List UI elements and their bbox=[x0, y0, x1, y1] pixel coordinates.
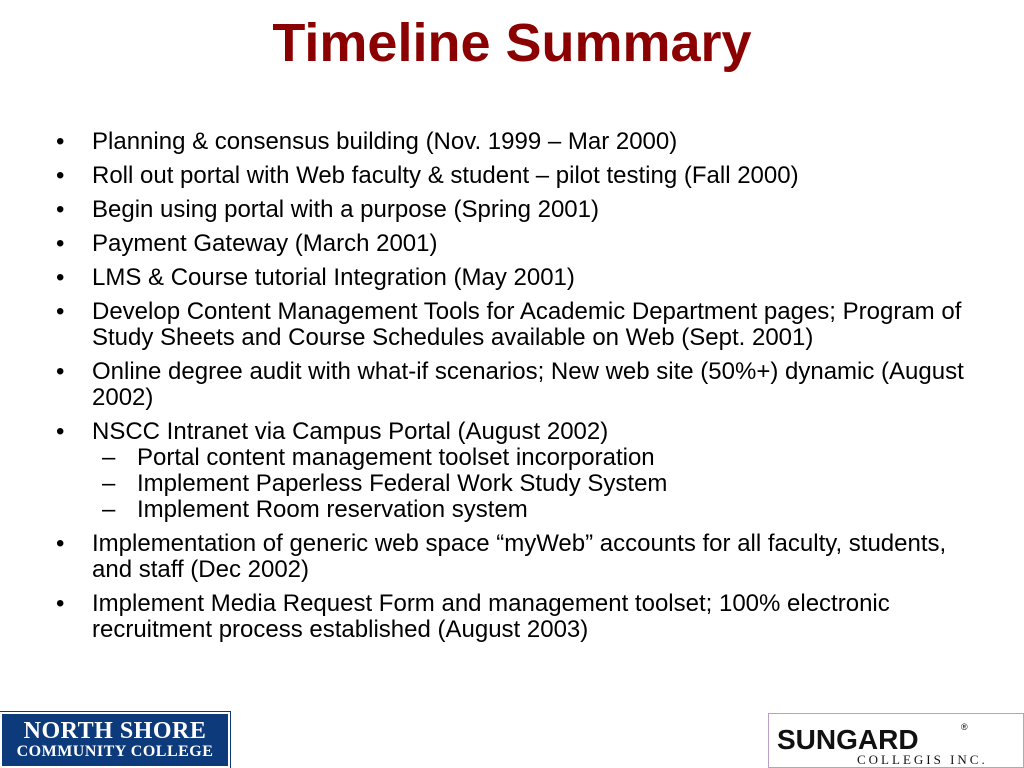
bullet-item bbox=[54, 129, 984, 155]
sungard-logo-sub: COLLEGIS INC. bbox=[857, 752, 988, 767]
bullet-item bbox=[54, 163, 984, 189]
slide-title: Timeline Summary bbox=[272, 13, 752, 73]
bullet-text: Develop Content Management Tools for Academic Department pages; Program of Study Sheets and Course Schedules available on Web (Sept. 2001) bbox=[92, 298, 962, 351]
sub-bullet-item: – Implement Paperless Federal Work Study System bbox=[102, 471, 984, 497]
north-shore-logo bbox=[0, 712, 230, 768]
bullet-item bbox=[54, 359, 984, 411]
sungard-logo bbox=[768, 713, 1024, 768]
bullet-text: NSCC Intranet via Campus Portal (August 2002) bbox=[92, 418, 609, 445]
bullet-item bbox=[54, 299, 984, 351]
bullet-list bbox=[54, 129, 984, 651]
nscc-logo-line2: COMMUNITY COLLEGE bbox=[16, 743, 214, 760]
bullet-item bbox=[54, 197, 984, 223]
sub-bullet-list bbox=[92, 445, 984, 523]
sungard-logo-name: SUNGARD bbox=[777, 724, 919, 755]
sub-bullet-item: – Portal content management toolset incorporation bbox=[102, 445, 984, 471]
bullet-text: Payment Gateway (March 2001) bbox=[92, 230, 438, 257]
bullet-item bbox=[54, 591, 984, 643]
bullet-text: LMS & Course tutorial Integration (May 2001) bbox=[92, 264, 575, 291]
registered-mark: ® bbox=[961, 722, 968, 732]
bullet-text: Planning & consensus building (Nov. 1999 – Mar 2000) bbox=[92, 128, 678, 155]
sub-bullet-item: – Implement Room reservation system bbox=[102, 497, 984, 523]
bullet-text: Implementation of generic web space “myWeb” accounts for all faculty, students, and staff (Dec 2002) bbox=[92, 530, 947, 583]
bullet-item bbox=[54, 531, 984, 583]
bullet-item bbox=[54, 419, 984, 523]
bullet-item bbox=[54, 265, 984, 291]
bullet-text: Begin using portal with a purpose (Spring 2001) bbox=[92, 196, 599, 223]
bullet-item bbox=[54, 231, 984, 257]
bullet-text: Implement Media Request Form and management toolset; 100% electronic recruitment process established (August 2003) bbox=[92, 590, 890, 643]
bullet-text: Roll out portal with Web faculty & student – pilot testing (Fall 2000) bbox=[92, 162, 799, 189]
bullet-text: Online degree audit with what-if scenarios; New web site (50%+) dynamic (August 2002) bbox=[92, 358, 964, 411]
nscc-logo-line1: NORTH SHORE bbox=[23, 718, 207, 744]
